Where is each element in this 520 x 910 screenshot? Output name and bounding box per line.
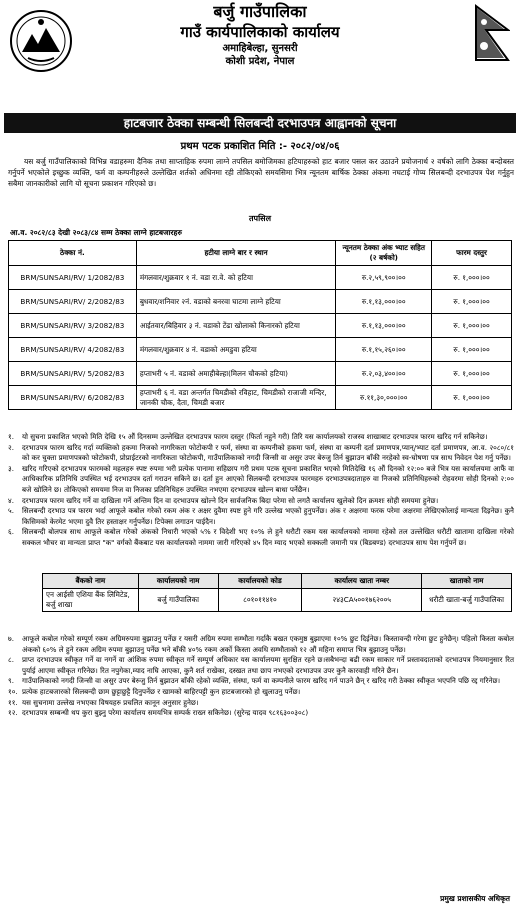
condition-text: यस सुचनामा उल्लेख नभएका विषयहरु प्रचलित कानून अनुसार हुनेछ। bbox=[22, 697, 199, 707]
form-fee: रु. १,०००।०० bbox=[432, 338, 512, 362]
nepal-flag-icon bbox=[474, 4, 510, 64]
contract-number: BRM/SUNSARI/RV/ 4/2082/83 bbox=[9, 338, 137, 362]
condition-item bbox=[8, 687, 514, 698]
header-line4: कोशी प्रदेश, नेपाल bbox=[225, 56, 295, 67]
condition-item bbox=[8, 432, 514, 443]
bank-name: एन आईसी एशिया बैंक लिमिटेड, बर्जु शाखा bbox=[43, 589, 139, 612]
condition-text: दरभाउपत्र फारम खरिद गर्दा व्यक्तिको हकमा निजको नागरिकता फोटोकपी र फर्म, संस्था वा कम्पनीको हकमा फर्म, संस्था वा कम्पनी दर्ता प्रमाणपत्र,प्यान्/भ्याट दर्ता प्रमाणपत्र, आ.व. २०८०/८१ को कर चुक्ता प्रमाणपत्रको फोटोकपी, प्रोप्राईटरको नागरिकता फोटोकपी, गाउँपालिकाको नगदी जिन्सी वा असुर उपर बेरुजु तिर्न बुझाउन बाँकी नरहेको स्व-घोषणा पत्र साथ निवेदन पेश गर्नु पर्नेछ। bbox=[22, 442, 514, 463]
form-fee: रु. १,०००।०० bbox=[432, 314, 512, 338]
table-header: फारम दस्तुर bbox=[432, 241, 512, 266]
contract-number: BRM/SUNSARI/RV/ 3/2082/83 bbox=[9, 314, 137, 338]
account-number: २४३CA५००१७६२००५ bbox=[302, 589, 422, 612]
condition-item bbox=[8, 527, 514, 548]
condition-text: दरभाउपत्र फारम खरिद गर्ने वा दाखिला गर्ने अन्तिम दिन वा दरभाउपत्र खोल्ने दिन सार्वजनिक बिदा परेमा सो लगतै कार्यालय खुलेको दिन क्रमशः सोही समयमा हुनेछ। bbox=[22, 495, 439, 505]
table-header: कार्यालयको नाम bbox=[138, 574, 218, 589]
form-fee: रु. १,०००।०० bbox=[432, 386, 512, 410]
header-line2: गाउँ कार्यपालिकाको कार्यालय bbox=[180, 23, 340, 41]
condition-item bbox=[8, 506, 514, 527]
min-amount: रु.१,१५,२६०।०० bbox=[336, 338, 432, 362]
condition-item bbox=[8, 496, 514, 507]
contract-number: BRM/SUNSARI/RV/ 2/2082/83 bbox=[9, 290, 137, 314]
condition-text: गाउँपालिकाको नगदी जिन्सी वा असुर उपर बेरुजु तिर्न बुझाउन बाँकी रहेको व्यक्ति, संस्था, फर्म वा कम्पनीले फारम खरिद गर्न पाउने छैन् र खरिद गरी ठेक्का स्वीकृत भएपनि पछि रद्द गरिनेछ। bbox=[22, 676, 501, 686]
condition-number: ८. bbox=[8, 655, 14, 665]
signatory-title: प्रमुख प्रशासकीय अधिकृत bbox=[440, 894, 510, 903]
min-amount: रु.१,१३,०००।०० bbox=[336, 314, 432, 338]
table-header: खाताको नाम bbox=[422, 574, 512, 589]
form-fee: रु. १,०००।०० bbox=[432, 362, 512, 386]
contract-table bbox=[8, 240, 512, 410]
table-row bbox=[9, 338, 512, 362]
min-amount: रु.११,३०,०००।०० bbox=[336, 386, 432, 410]
market-place: हप्ताभरी ५ नं. वडाको अमाहीबेल्हा(मिलन चौकको हटिया) bbox=[136, 362, 336, 386]
header-line1: बर्जु गाउँपालिका bbox=[213, 2, 307, 21]
table-row bbox=[9, 290, 512, 314]
condition-text: आफूले कबोल गरेको सम्पूर्ण रकम अग्रिमरुपमा बुझाउनु पर्नेछ र यसरी अग्रिम रुपमा सम्भौता गर्दाकै बखत एकमुष्ठ बुझाएमा १०% छुट दिईनेछ। किस्तावन्दी गरेमा छुट हुनेछैन्। पहिलो किस्ता कबोल अंकको ६०% ले हुने रकम अग्रिम रुपमा बुझाउनु पर्नेछ भने बाँकी ४०% रकम अर्को किस्ता अवधि सम्भौताको १२ औं महिना समाप्त भित्र बुझाउनु पर्नेछ। bbox=[22, 634, 514, 654]
condition-text: सिलबन्दी बोलपत्र साथ आफूले कबोल गरेको अंकको निधारी भएको ५% र विदेशी भए १०% ले हुने धरौटी रकम यस कार्यालयको नाममा रहेको तल उल्लेखित धरौटी खातामा दाखिला गरेको सक्कल भौचर वा मान्यता प्राप्त "क" वर्गको बैंकबाट यस कार्यालयको नाममा जारी गरिएको ४५ दिन म्याद भएको सक्कली जमानी पत्र (बिडबण्ड) दरभाउपत्र साथ पेश गर्नुपर्ने छ। bbox=[22, 527, 514, 547]
condition-number: १. bbox=[8, 432, 14, 441]
market-place: मंगलवार/शुक्रवार १ नं. वडा रा.वे. को हटिया bbox=[136, 266, 336, 290]
market-place: मंगलवार/शुक्रवार ४ नं. वडाको अमडुवा हटिया bbox=[136, 338, 336, 362]
condition-item bbox=[8, 464, 514, 496]
table-header: न्यूनतम ठेक्का अंक भ्याट सहित (२ बर्षको) bbox=[336, 241, 432, 266]
table-row bbox=[9, 266, 512, 290]
contract-number: BRM/SUNSARI/RV/ 5/2082/83 bbox=[9, 362, 137, 386]
notice-banner: हाटबजार ठेक्का सम्बन्धी सिलबन्दी दरभाउपत्र आह्वानको सूचना bbox=[4, 113, 516, 133]
header bbox=[0, 2, 520, 68]
table-row bbox=[9, 314, 512, 338]
contract-number: BRM/SUNSARI/RV/ 6/2082/83 bbox=[9, 386, 137, 410]
condition-number: ९. bbox=[8, 676, 14, 686]
condition-item bbox=[8, 634, 514, 655]
account-name: धरौटी खाता-बर्जु गाउँपालिका bbox=[422, 589, 512, 612]
condition-number: १०. bbox=[8, 686, 18, 696]
table-header: हटीया लाग्ने बार र स्थान bbox=[136, 241, 336, 266]
condition-number: २. bbox=[8, 442, 14, 452]
table-header: कार्यालय खाता नम्बर bbox=[302, 574, 422, 589]
conditions-list-a bbox=[8, 432, 514, 549]
condition-item bbox=[8, 708, 514, 719]
condition-number: १२. bbox=[8, 708, 18, 718]
market-place: बुधवार/शनिवार २नं. वडाको बनरवा घाटमा लाग्ने हटिया bbox=[136, 290, 336, 314]
tapasil-title: तपसिल bbox=[248, 214, 271, 223]
condition-item bbox=[8, 698, 514, 709]
table-header: कार्यालयको कोड bbox=[218, 574, 302, 589]
min-amount: रु.१,१३,०००।०० bbox=[336, 290, 432, 314]
table-row bbox=[43, 589, 512, 612]
condition-number: ६. bbox=[8, 527, 14, 537]
condition-text: दरभाउपत्र सम्बन्धी थप कुरा बुझ्नु परेमा कार्यालय समयभित्र सम्पर्क राख्न सकिनेछ। (सुरेन्द्र यादव ९८१६३००३०८) bbox=[22, 708, 309, 718]
condition-text: सिलबन्दी दरभाउ पत्र फारम भर्दा आफूले कबोल गरेको रकम अंक र अक्षर दुवैमा स्पष्ट हुने गरि उल्लेख भएको हुनुपर्नेछ। अंक र अक्षरमा फरक परेमा अक्षरमा लेखिएकोलाई मान्यता दिइनेछ। कुनै किसिमको केरमेट भएमा दुवै तिर हस्ताक्षर गर्नुपर्नेछ। टिपेक्स लगाउन पाईदैन। bbox=[22, 506, 514, 526]
office-name: बर्जु गाउँपालिका bbox=[138, 589, 218, 612]
condition-text: खरिद गरिएको दरभाउपत्र फारमको महलहरु स्पष्ट रुपमा भरी प्रत्येक पानामा सहिछाप गरी प्रथम पटक सूचना प्रकाशित भएको मितिदेखि १६ औं दिनको १२:०० बजे भित्र यस कार्यालयमा आफैं वा आधिकारिक प्रतिनिधि उपस्थित भई दरभाउपत्र दर्ता गराउन सकिने छ। दर्ता हुन आएको सिलबन्दी दरभाउपत्र फारमहरु दरभाउपत्रदाताहरु वा निजको प्रतिनिधिहरुको रोहवरमा सोही दिनको २:०० बजे खोलिने छ। तोकिएको समयमा निज वा निजका प्रतिनिधिहरु उपस्थित नभएमा दरभाउपत्र खोल्न बाधा पर्नेछैन। bbox=[22, 463, 514, 494]
table-header: बैंकको नाम bbox=[43, 574, 139, 589]
condition-item bbox=[8, 655, 514, 676]
condition-number: ४. bbox=[8, 495, 14, 505]
condition-text: प्राप्त दरभाउपत्र स्वीकृत गर्ने वा नगर्ने वा आंशिक रुपमा स्वीकृत गर्ने सम्पूर्ण अधिकार यस कार्यालयमा सुरक्षित रहने छ।सबैभन्दा बढी रकम साकार गर्ने प्रस्तावदाताको दरभाउपत्र नियमानुसार रित पुर्याई आएमा स्वीकृत गरिनेछ। रित नपुगेका,म्याद नाघि आएका, कुनै शर्त राखेका, दस्खत तथा छाप नभएको दरभाउपत्र उपर कुनै कारवाही गरिने छैन। bbox=[22, 655, 514, 675]
min-amount: रु.२,५९,९००।०० bbox=[336, 266, 432, 290]
table-row bbox=[9, 362, 512, 386]
condition-number: ११. bbox=[8, 697, 18, 707]
market-place: आईतवार/बिहिवार ३ नं. वडाको टेंढा खोलाको किनारको हटिया bbox=[136, 314, 336, 338]
contract-number: BRM/SUNSARI/RV/ 1/2082/83 bbox=[9, 266, 137, 290]
publish-date: प्रथम पटक प्रकाशित मिति :- २०८२/०४/०६ bbox=[180, 141, 340, 152]
table-subheading: आ.व. २०८२/८३ देखी २०८३/८४ सम्म ठेक्का लाग्ने हाटबजारहरु bbox=[10, 228, 182, 237]
condition-number: ३. bbox=[8, 463, 14, 473]
bank-account-table bbox=[42, 573, 512, 612]
table-header: ठेक्का नं. bbox=[9, 241, 137, 266]
header-line3: अमाहिबेल्हा, सुनसरी bbox=[222, 43, 298, 54]
condition-text: प्रत्येक हाटबजारको सिलबन्दी छाम छुट्टाछुट्टै दिनुपर्नेछ र खामको बाहिरपट्टी कुन हाटबजारको हो खुलाउनु पर्नेछ। bbox=[22, 686, 301, 696]
min-amount: रु.२,०३,४००।०० bbox=[336, 362, 432, 386]
market-place: हप्ताभरी ६ नं. वडा अन्तर्गत चिमडीको रविहाट, चिमडीको राजाजी मन्दिर, जानकी चौक, दैता, चिमडी बजार bbox=[136, 386, 336, 410]
intro-paragraph: यस बर्जु गाउँपालिकाको विभिन्न वडाहरुमा दैनिक तथा साप्ताहिक रुपमा लाग्ने तपसिल बमोजिमका हटियाहरुको हाट बजार पसल कर उठाउने प्रयोजनार्थ २ वर्षको लागि ठेक्का बन्दोबस्त गर्नुपर्ने भएकोले इच्छुक व्यक्ति, फर्म वा कम्पनीहरुले उल्लेखित शर्तको अधिनमा रही तोकिएको समयसिमा भित्र न्यूनतम बार्षिक ठेक्का अंकमा नघटाई गोप्य सिलबन्दी दरभाउपत्र पेश गर्नुहुन सबैमा जानकारीको लागि यो सूचना प्रकाशन गरिएको छ। bbox=[8, 157, 514, 188]
condition-item bbox=[8, 443, 514, 464]
condition-number: ५. bbox=[8, 506, 14, 516]
conditions-list-b bbox=[8, 634, 514, 719]
condition-number: ७. bbox=[8, 634, 14, 643]
form-fee: रु. १,०००।०० bbox=[432, 266, 512, 290]
office-code: ८०१०११४१० bbox=[218, 589, 302, 612]
table-row bbox=[9, 386, 512, 410]
condition-item bbox=[8, 676, 514, 687]
condition-text: यो सुचना प्रकाशित भएको मिति देखि १५ औं दिनसम्म उल्लेखित दरभाउपत्र फारम दस्तुर (फिर्ता नहुने गरी) तिरि यस कार्यालयको राजस्व शाखाबाट दरभाउपत्र फारम खरिद गर्न सकिनेछ। bbox=[22, 432, 488, 441]
form-fee: रु. १,०००।०० bbox=[432, 290, 512, 314]
